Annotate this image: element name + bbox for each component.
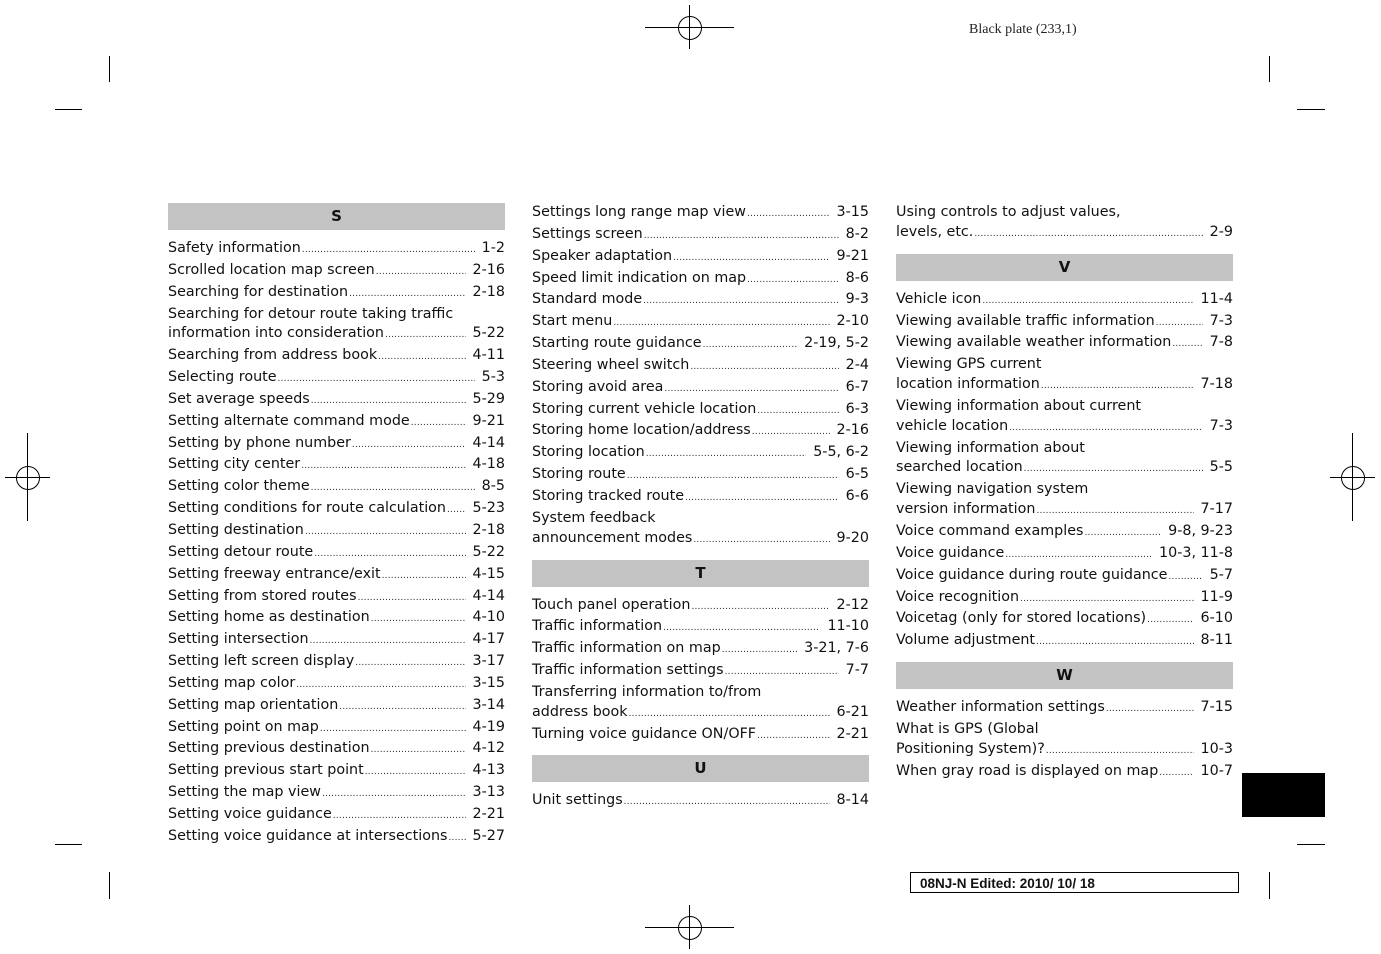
dot-leader (693, 531, 829, 551)
dot-leader (613, 314, 829, 334)
dot-leader (974, 225, 1202, 245)
dot-leader (663, 619, 820, 639)
dot-leader (322, 785, 466, 805)
index-entry (168, 565, 505, 587)
page-reference: 4-18 (472, 456, 505, 473)
page-reference: 2-19, 5-2 (804, 335, 869, 352)
page-reference: 7-3 (1209, 417, 1233, 434)
dot-leader (1159, 764, 1193, 784)
index-entry (896, 355, 1233, 397)
dot-leader (305, 523, 466, 543)
entry-text: Viewing available weather information (896, 334, 1172, 351)
dot-leader (690, 358, 838, 378)
index-entry (168, 434, 505, 456)
index-entry (168, 587, 505, 609)
page-reference: 3-15 (836, 204, 869, 220)
registration-circle (678, 916, 702, 940)
dot-leader (449, 829, 466, 849)
entry-text: Weather information settings (896, 699, 1105, 716)
dot-leader (302, 241, 475, 261)
index-entry (532, 203, 869, 225)
dot-leader (646, 445, 807, 465)
dot-leader (411, 414, 466, 434)
entry-text: Setting intersection (168, 631, 309, 648)
entry-text: Unit settings (532, 792, 623, 809)
dot-leader (1005, 546, 1152, 566)
entry-text: Setting freeway entrance/exit (168, 565, 381, 582)
index-entry (896, 290, 1233, 312)
index-entry (896, 397, 1233, 439)
dot-leader (314, 545, 465, 565)
entry-text: Vehicle icon (896, 290, 982, 307)
index-entry (896, 566, 1233, 588)
index-entry (168, 346, 505, 368)
page-reference: 6-7 (845, 378, 869, 395)
entry-text: Settings long range map view (532, 204, 746, 220)
index-entry (168, 696, 505, 718)
entry-text-line: Viewing GPS current (896, 356, 1042, 373)
page-reference: 6-21 (836, 703, 869, 720)
index-entry (896, 698, 1233, 720)
dot-leader (278, 370, 475, 390)
page-reference: 2-9 (1209, 223, 1233, 240)
page-reference: 6-5 (845, 466, 869, 483)
page-reference: 11-9 (1200, 588, 1233, 605)
page-reference: 2-18 (472, 283, 505, 300)
dot-leader (296, 676, 465, 696)
page-reference: 8-5 (481, 478, 505, 495)
entry-text: Voicetag (only for stored locations) (896, 610, 1147, 627)
dot-leader (752, 423, 830, 443)
index-entry (532, 312, 869, 334)
entry-text-line: Transferring information to/from (532, 683, 762, 700)
index-entry (532, 247, 869, 269)
index-entry (168, 305, 505, 347)
dot-leader (311, 479, 475, 499)
entry-text-line: Viewing information about current (896, 397, 1142, 414)
plate-label: Black plate (233,1) (969, 22, 1077, 37)
entry-text: Setting detour route (168, 543, 314, 560)
dot-leader (371, 610, 466, 630)
registration-circle (1341, 466, 1365, 490)
dot-leader (320, 720, 466, 740)
entry-text: version information (896, 501, 1036, 518)
index-entry (532, 443, 869, 465)
dot-leader (355, 654, 465, 674)
entry-text-line: Using controls to adjust values, (896, 204, 1121, 220)
index-entry (896, 609, 1233, 631)
dot-leader (664, 380, 838, 400)
page-reference: 10-3, 11-8 (1159, 544, 1233, 561)
entry-text: Traffic information settings (532, 662, 724, 679)
page-reference: 6-6 (845, 487, 869, 504)
page-reference: 3-21, 7-6 (804, 640, 869, 657)
crop-mark (109, 56, 110, 82)
dot-leader (1147, 611, 1193, 631)
entry-text: Touch panel operation (532, 596, 691, 613)
registration-circle (16, 466, 40, 490)
entry-text: Standard mode (532, 291, 643, 308)
page-reference: 3-14 (472, 696, 505, 713)
page-reference: 4-12 (472, 740, 505, 757)
page-reference: 9-21 (836, 247, 869, 264)
section-header: S (168, 203, 505, 230)
page-reference: 8-2 (845, 225, 869, 242)
page-reference: 9-21 (472, 412, 505, 429)
dot-leader (703, 336, 798, 356)
dot-leader (1020, 590, 1193, 610)
entry-text: Volume adjustment (896, 632, 1036, 649)
page-reference: 7-3 (1209, 312, 1233, 329)
section-header: W (896, 662, 1233, 689)
dot-leader (1156, 314, 1203, 334)
index-entry (532, 661, 869, 683)
entry-text: Setting city center (168, 456, 301, 473)
dot-leader (624, 793, 830, 813)
crop-mark (1297, 109, 1325, 110)
index-entry (896, 439, 1233, 481)
page-reference: 9-8, 9-23 (1168, 522, 1233, 539)
index-entry (532, 269, 869, 291)
dot-leader (385, 326, 466, 346)
entry-text: Setting previous destination (168, 740, 370, 757)
entry-text-line: System feedback (532, 509, 656, 526)
entry-text: Storing home location/address (532, 422, 751, 439)
page-reference: 11-4 (1200, 290, 1233, 307)
page-reference: 8-6 (845, 269, 869, 286)
index-entry (168, 608, 505, 630)
index-entry (896, 480, 1233, 522)
index-entry (168, 261, 505, 283)
dot-leader (757, 727, 830, 747)
index-entry (168, 477, 505, 499)
dot-leader (333, 807, 466, 827)
entry-text: searched location (896, 459, 1023, 476)
page-reference: 7-15 (1200, 699, 1233, 716)
page-reference: 9-3 (845, 291, 869, 308)
index-entry (896, 333, 1233, 355)
entry-text: Setting color theme (168, 478, 310, 495)
dot-leader (982, 292, 1193, 312)
page-reference: 2-4 (845, 356, 869, 373)
dot-leader (643, 292, 839, 312)
page-reference: 5-7 (1209, 566, 1233, 583)
dot-leader (1024, 460, 1203, 480)
entry-text: Setting voice guidance (168, 805, 332, 822)
page-reference: 4-19 (472, 718, 505, 735)
dot-leader (311, 392, 466, 412)
entry-text: Steering wheel switch (532, 356, 690, 373)
thumb-tab (1242, 773, 1325, 817)
index-entry (896, 203, 1233, 245)
entry-text: Positioning System)? (896, 740, 1045, 757)
index-entry (168, 674, 505, 696)
index-entry (168, 499, 505, 521)
crop-mark (1269, 56, 1270, 82)
entry-text: Setting conditions for route calculation (168, 500, 446, 517)
dot-leader (644, 227, 839, 247)
page-reference: 5-5 (1209, 459, 1233, 476)
entry-text: Searching for destination (168, 283, 349, 300)
index-entry (532, 290, 869, 312)
page-reference: 3-15 (472, 674, 505, 691)
dot-leader (722, 641, 797, 661)
entry-text: Setting by phone number (168, 434, 351, 451)
entry-text: information into consideration (168, 325, 384, 342)
index-entry (532, 378, 869, 400)
entry-text: Setting destination (168, 521, 304, 538)
index-entry (532, 225, 869, 247)
crop-mark (1269, 872, 1270, 899)
page-reference: 4-10 (472, 609, 505, 626)
dot-leader (627, 467, 839, 487)
entry-text: Voice command examples (896, 522, 1084, 539)
index-entry (532, 334, 869, 356)
edited-stamp: 08NJ-N Edited: 2010/ 10/ 18 (910, 872, 1239, 893)
entry-text: Setting map orientation (168, 696, 339, 713)
index-entry (532, 683, 869, 725)
page-reference: 1-2 (481, 240, 505, 256)
index-entry (532, 356, 869, 378)
page-reference: 3-17 (472, 653, 505, 670)
page-reference: 11-10 (827, 618, 869, 635)
page-reference: 10-3 (1200, 740, 1233, 757)
entry-text: Setting alternate command mode (168, 412, 410, 429)
page-reference: 2-21 (472, 805, 505, 822)
crop-mark (1297, 844, 1325, 845)
dot-leader (376, 263, 466, 283)
entry-text: Scrolled location map screen (168, 261, 375, 278)
index-entry (168, 521, 505, 543)
entry-text: Start menu (532, 313, 613, 330)
index-entry (896, 762, 1233, 784)
index-entry (896, 720, 1233, 762)
entry-text: Voice guidance during route guidance (896, 566, 1168, 583)
index-entry (168, 761, 505, 783)
index-entry (532, 791, 869, 813)
index-entry (168, 455, 505, 477)
dot-leader (358, 589, 466, 609)
index-entry (168, 630, 505, 652)
entry-text: Settings screen (532, 225, 643, 242)
page-reference: 4-13 (472, 762, 505, 779)
index-entry (168, 239, 505, 261)
page-reference: 4-11 (472, 347, 505, 364)
page-reference: 2-16 (472, 261, 505, 278)
entry-text: Set average speeds (168, 390, 310, 407)
entry-text: Turning voice guidance ON/OFF (532, 725, 757, 742)
dot-leader (691, 598, 829, 618)
index-entry (532, 596, 869, 618)
index-entry (532, 617, 869, 639)
page-reference: 7-18 (1200, 376, 1233, 393)
entry-text: Starting route guidance (532, 335, 702, 352)
page-reference: 7-8 (1209, 334, 1233, 351)
entry-text: Setting point on map (168, 718, 319, 735)
dot-leader (725, 663, 839, 683)
index-column-3 (896, 203, 1233, 783)
dot-leader (673, 249, 829, 269)
dot-leader (1009, 419, 1202, 439)
dot-leader (365, 763, 466, 783)
entry-text: Setting the map view (168, 784, 321, 801)
page-reference: 8-11 (1200, 632, 1233, 649)
entry-text: Setting previous start point (168, 762, 364, 779)
entry-text: address book (532, 703, 628, 720)
entry-text: Viewing available traffic information (896, 312, 1155, 329)
index-entry (896, 312, 1233, 334)
index-entry (896, 588, 1233, 610)
entry-text-line: Searching for detour route taking traffic (168, 305, 454, 322)
index-entry (896, 522, 1233, 544)
page-reference: 2-10 (836, 313, 869, 330)
index-entry (168, 390, 505, 412)
entry-text-line: Viewing navigation system (896, 481, 1089, 498)
entry-text: announcement modes (532, 529, 693, 546)
dot-leader (378, 348, 465, 368)
crop-mark (55, 844, 82, 845)
page-reference: 2-16 (836, 422, 869, 439)
dot-leader (301, 457, 465, 477)
dot-leader (352, 436, 466, 456)
section-header: V (896, 254, 1233, 281)
index-entry (168, 652, 505, 674)
entry-text: When gray road is displayed on map (896, 762, 1159, 779)
index-entry (532, 465, 869, 487)
page-reference: 4-14 (472, 587, 505, 604)
dot-leader (1106, 700, 1194, 720)
entry-text: Storing route (532, 466, 626, 483)
entry-text: Storing current vehicle location (532, 400, 757, 417)
index-entry (896, 544, 1233, 566)
page-reference: 2-21 (836, 725, 869, 742)
page-reference: 4-15 (472, 565, 505, 582)
index-column-2 (532, 203, 869, 813)
page-reference: 5-29 (472, 390, 505, 407)
dot-leader (1172, 335, 1202, 355)
page-reference: 5-22 (472, 543, 505, 560)
dot-leader (747, 205, 830, 225)
dot-leader (1036, 633, 1194, 653)
dot-leader (747, 271, 839, 291)
page-reference: 7-7 (845, 662, 869, 679)
page-reference: 2-12 (836, 596, 869, 613)
entry-text: levels, etc. (896, 223, 974, 240)
page-reference: 2-18 (472, 521, 505, 538)
page-reference: 9-20 (836, 529, 869, 546)
entry-text: Storing tracked route (532, 487, 685, 504)
dot-leader (310, 632, 466, 652)
dot-leader (382, 567, 466, 587)
page-reference: 10-7 (1200, 762, 1233, 779)
index-entry (532, 509, 869, 551)
entry-text: Voice guidance (896, 544, 1005, 561)
page-reference: 6-3 (845, 400, 869, 417)
entry-text: Traffic information (532, 618, 663, 635)
index-entry (168, 368, 505, 390)
entry-text: Voice recognition (896, 588, 1020, 605)
entry-text: Searching from address book (168, 347, 378, 364)
index-entry (532, 487, 869, 509)
crop-mark (109, 872, 110, 899)
page-reference: 4-17 (472, 631, 505, 648)
entry-text: Traffic information on map (532, 640, 721, 657)
entry-text: Setting left screen display (168, 653, 355, 670)
index-entry (168, 283, 505, 305)
entry-text-line: What is GPS (Global (896, 720, 1039, 737)
entry-text: Setting home as destination (168, 609, 370, 626)
page-reference: 5-3 (481, 369, 505, 386)
registration-circle (678, 16, 702, 40)
entry-text: Setting map color (168, 674, 296, 691)
dot-leader (1036, 502, 1193, 522)
index-entry (168, 739, 505, 761)
dot-leader (629, 705, 830, 725)
dot-leader (1168, 568, 1202, 588)
entry-text: Speed limit indication on map (532, 269, 747, 286)
page-reference: 5-27 (472, 827, 505, 844)
page-reference: 4-14 (472, 434, 505, 451)
page-reference: 6-10 (1200, 610, 1233, 627)
entry-text: Setting voice guidance at intersections (168, 827, 448, 844)
entry-text: Storing location (532, 444, 645, 461)
section-header: T (532, 560, 869, 587)
index-entry (168, 412, 505, 434)
index-column-1 (168, 203, 505, 849)
entry-text: location information (896, 376, 1040, 393)
page-reference: 5-5, 6-2 (813, 444, 869, 461)
dot-leader (447, 501, 466, 521)
index-entry (896, 631, 1233, 653)
index-entry (168, 718, 505, 740)
page-reference: 5-22 (472, 325, 505, 342)
dot-leader (339, 698, 465, 718)
page-reference: 3-13 (472, 784, 505, 801)
crop-mark (55, 109, 82, 110)
dot-leader (757, 402, 838, 422)
section-header: U (532, 755, 869, 782)
index-entry (532, 725, 869, 747)
index-entry (168, 827, 505, 849)
page-reference: 7-17 (1200, 501, 1233, 518)
dot-leader (1084, 524, 1161, 544)
entry-text: Selecting route (168, 369, 277, 386)
dot-leader (685, 489, 839, 509)
index-entry (168, 783, 505, 805)
page-reference: 5-23 (472, 500, 505, 517)
index-entry (168, 805, 505, 827)
index-entry (532, 639, 869, 661)
entry-text: Speaker adaptation (532, 247, 673, 264)
entry-text: Safety information (168, 240, 301, 256)
index-entry (532, 421, 869, 443)
entry-text: Setting from stored routes (168, 587, 357, 604)
dot-leader (371, 741, 466, 761)
dot-leader (1041, 377, 1194, 397)
entry-text: Storing avoid area (532, 378, 664, 395)
index-entry (532, 400, 869, 422)
entry-text: vehicle location (896, 417, 1009, 434)
dot-leader (1046, 742, 1194, 762)
entry-text-line: Viewing information about (896, 439, 1085, 456)
page-reference: 8-14 (836, 792, 869, 809)
dot-leader (349, 285, 465, 305)
index-entry (168, 543, 505, 565)
